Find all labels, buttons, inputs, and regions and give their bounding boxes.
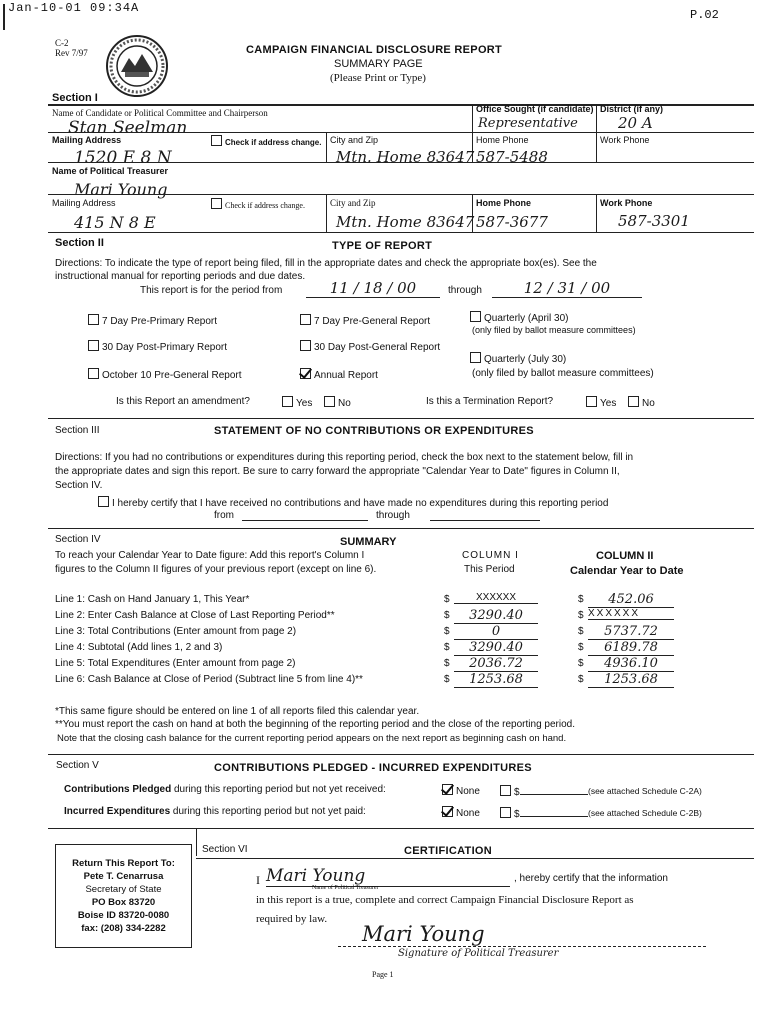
section2-bottom-rule xyxy=(48,418,754,419)
form-instruction: (Please Print or Type) xyxy=(330,72,426,84)
opt-q-april-box[interactable] xyxy=(470,311,481,322)
cand-address-change-label: Check if address change. xyxy=(225,138,322,147)
termination-yes[interactable] xyxy=(586,396,616,409)
termination-yes-label: Yes xyxy=(600,398,617,409)
summary-line-1-col2-dollar: $ xyxy=(578,594,584,605)
termination-no-box[interactable] xyxy=(628,396,639,407)
form-rev: Rev 7/97 xyxy=(55,48,88,58)
opt-oct10-box[interactable] xyxy=(88,368,99,379)
section3-line2: the appropriate dates and sign this report. Be sure to carry forward the appropriate "Calendar Year to Date" figures in Column II, xyxy=(55,466,620,477)
form-code: C-2 xyxy=(55,38,69,48)
pledged-none-label: None xyxy=(456,786,480,797)
cand-address-change-check[interactable] xyxy=(211,135,321,147)
treas-address-change-box[interactable] xyxy=(211,198,222,209)
section3-bottom-rule xyxy=(48,528,754,529)
return-office: Secretary of State xyxy=(85,884,162,895)
return-po: PO Box 83720 xyxy=(91,897,156,908)
note-3: Note that the closing cash balance for the current reporting period appears on the next report as beginning cash on hand. xyxy=(57,733,567,744)
section3-title: STATEMENT OF NO CONTRIBUTIONS OR EXPENDITURES xyxy=(214,425,534,437)
mailing-label: Mailing Address xyxy=(52,135,122,145)
note-1: *This same figure should be entered on line 1 of all reports filed this calendar year. xyxy=(55,706,420,717)
summary-line-1-col1[interactable]: XXXXXX xyxy=(454,592,538,604)
incurred-none-label: None xyxy=(456,808,480,819)
city-vline xyxy=(326,132,327,162)
incurred-row xyxy=(64,806,366,817)
return-title: Return This Report To: xyxy=(72,858,175,869)
opt-7-pre-primary-label: 7 Day Pre-Primary Report xyxy=(102,316,218,327)
cand-phone[interactable]: 587-5488 xyxy=(476,148,548,166)
summary-line-2-label: Line 2: Enter Cash Balance at Close of Last Reporting Period** xyxy=(55,610,335,621)
summary-line-6-col1-dollar: $ xyxy=(444,674,450,685)
incurred-amount-field[interactable] xyxy=(520,806,588,817)
cand-city-label: City and Zip xyxy=(330,135,379,145)
pledged-dollar: $ xyxy=(514,787,520,798)
summary-line-3-col1-dollar: $ xyxy=(444,626,450,637)
period-through-label: through xyxy=(448,285,482,296)
return-city: Boise ID 83720-0080 xyxy=(77,910,170,921)
section3-from-field[interactable] xyxy=(242,520,368,521)
section6-rule xyxy=(196,858,754,859)
fax-margin-mark xyxy=(3,4,5,30)
cert-name-field[interactable]: Mari Young xyxy=(266,866,510,887)
section6-divider xyxy=(196,828,197,856)
opt-q-july-box[interactable] xyxy=(470,352,481,363)
candidate-label: Name of Candidate or Political Committee and Chairperson xyxy=(52,108,268,118)
opt-q-april-label: Quarterly (April 30) xyxy=(484,313,569,324)
section3-label: Section III xyxy=(55,425,100,436)
summary-line-1-label: Line 1: Cash on Hand January 1, This Year* xyxy=(55,594,250,605)
opt-30-post-primary-box[interactable] xyxy=(88,340,99,351)
summary-line-2-col1-dollar: $ xyxy=(444,610,450,621)
pledged-none-box[interactable] xyxy=(442,784,453,795)
cand-address-change-box[interactable] xyxy=(211,135,222,146)
opt-7-pre-general-box[interactable] xyxy=(300,314,311,325)
col1-title: COLUMN I xyxy=(462,550,519,561)
section6-title: CERTIFICATION xyxy=(404,845,493,857)
cand-work-phone-label: Work Phone xyxy=(600,135,650,145)
opt-q-april[interactable] xyxy=(470,311,568,324)
office-value[interactable]: Representative xyxy=(478,116,578,131)
opt-oct10[interactable] xyxy=(88,368,242,381)
summary-line-6-col2[interactable]: 1253.68 xyxy=(588,672,674,688)
section1-vline-b xyxy=(596,104,597,162)
summary-line-3-label: Line 3: Total Contributions (Enter amount from page 2) xyxy=(55,626,297,637)
opt-q-april-note: (only filed by ballot measure committees) xyxy=(472,325,636,335)
opt-7-pre-primary-box[interactable] xyxy=(88,314,99,325)
summary-line-5-label: Line 5: Total Expenditures (Enter amount from page 2) xyxy=(55,658,296,669)
opt-7-pre-general-label: 7 Day Pre-General Report xyxy=(314,316,431,327)
section4-label: Section IV xyxy=(55,534,101,545)
opt-30-post-general-label: 30 Day Post-General Report xyxy=(314,342,441,353)
section3-line1: Directions: If you had no contributions or expenditures during this reporting period, check the box next to the statement below, fill in xyxy=(55,452,634,463)
summary-line-5-col1-dollar: $ xyxy=(444,658,450,669)
summary-line-4-col1-dollar: $ xyxy=(444,642,450,653)
termination-no-label: No xyxy=(642,398,655,409)
pledged-row xyxy=(64,784,386,795)
col2-subtitle: Calendar Year to Date xyxy=(570,565,684,577)
cert-text-2: in this report is a true, complete and correct Campaign Financial Disclosure Report as xyxy=(256,894,634,906)
cert-text-1: , hereby certify that the information xyxy=(514,873,668,884)
treas-home-phone[interactable]: 587-3677 xyxy=(476,213,548,231)
col1-subtitle: This Period xyxy=(464,564,515,575)
treas-mailing-label: Mailing Address xyxy=(52,198,116,208)
fax-header-left: Jan-10-01 09:34A xyxy=(8,1,140,15)
cand-home-phone-label: Home Phone xyxy=(476,135,529,145)
summary-line-2-col2-dollar: $ xyxy=(578,610,584,621)
summary-line-3-col2-dollar: $ xyxy=(578,626,584,637)
opt-7-pre-general[interactable] xyxy=(300,314,430,327)
summary-line-4-label: Line 4: Subtotal (Add lines 1, 2 and 3) xyxy=(55,642,223,653)
summary-line-5-col2[interactable]: 4936.10 xyxy=(588,656,674,672)
section4-intro-1: To reach your Calendar Year to Date figure: Add this report's Column I xyxy=(55,550,365,561)
row-rule-3 xyxy=(48,194,754,195)
pledged-amount-field[interactable] xyxy=(520,784,588,795)
summary-line-4-col2[interactable]: 6189.78 xyxy=(588,640,674,656)
pledged-label-bold: Contributions Pledged xyxy=(64,784,172,795)
office-label: Office Sought (if candidate) xyxy=(476,104,594,114)
incurred-none-box[interactable] xyxy=(442,806,453,817)
section1-bottom-rule xyxy=(48,232,754,233)
page-number: Page 1 xyxy=(372,970,394,979)
no-activity-box[interactable] xyxy=(98,496,109,507)
state-seal xyxy=(104,34,170,98)
treas-city[interactable]: Mtn. Home 83647 xyxy=(336,213,475,231)
section4-bottom-rule xyxy=(48,754,754,755)
incurred-label-bold: Incurred Expenditures xyxy=(64,806,171,817)
incurred-none[interactable] xyxy=(442,806,480,819)
pledged-amount[interactable] xyxy=(500,784,588,798)
section1-label: Section I xyxy=(52,92,98,104)
cand-address[interactable]: 1520 E 8 N xyxy=(74,148,172,168)
treasurer-label: Name of Political Treasurer xyxy=(52,166,169,176)
note-2: **You must report the cash on hand at both the beginning of the reporting period and the close of the reporting period. xyxy=(55,719,575,730)
opt-q-july-label: Quarterly (July 30) xyxy=(484,354,567,365)
incurred-label-rest: during this reporting period but not yet paid: xyxy=(172,806,366,817)
section4-title: SUMMARY xyxy=(340,536,397,548)
section2-directions-2: instructional manual for reporting periods and due dates. xyxy=(55,271,306,282)
form-title: CAMPAIGN FINANCIAL DISCLOSURE REPORT xyxy=(246,44,503,56)
section2-label: Section II xyxy=(55,237,104,249)
summary-line-6-col1[interactable]: 1253.68 xyxy=(454,672,538,688)
opt-30-post-general[interactable] xyxy=(300,340,440,353)
return-name: Pete T. Cenarrusa xyxy=(83,871,164,882)
fax-header-right: P.02 xyxy=(690,8,719,22)
return-fax: fax: (208) 334-2282 xyxy=(81,923,166,934)
section2-directions-1: Directions: To indicate the type of report being filed, fill in the appropriate dates and check the appropriate box(es). See the xyxy=(55,258,597,269)
incurred-amount[interactable] xyxy=(500,806,588,820)
treas-home-phone-label: Home Phone xyxy=(476,198,532,208)
summary-line-5-col1[interactable]: 2036.72 xyxy=(454,656,538,672)
opt-q-july[interactable] xyxy=(470,352,566,365)
amendment-no-label: No xyxy=(338,398,351,409)
opt-annual-label: Annual Report xyxy=(314,370,378,381)
treasurer-name[interactable]: Mari Young xyxy=(74,180,168,199)
cand-city[interactable]: Mtn. Home 83647 xyxy=(336,148,475,166)
section3-through: through xyxy=(376,510,410,521)
signature-caption: Signature of Political Treasurer xyxy=(398,948,559,959)
signature-value: Mari Young xyxy=(362,922,485,946)
see-schedule-2a: (see attached Schedule C-2A) xyxy=(588,786,702,796)
pledged-amount-box[interactable] xyxy=(500,785,511,796)
treas-city-label: City and Zip xyxy=(330,198,376,208)
amendment-yes-box[interactable] xyxy=(282,396,293,407)
signature-line[interactable] xyxy=(338,946,706,947)
summary-line-4-col1[interactable]: 3290.40 xyxy=(454,640,538,656)
section3-from: from xyxy=(214,510,234,521)
section3-line3: Section IV. xyxy=(55,480,103,491)
see-schedule-2b: (see attached Schedule C-2B) xyxy=(588,808,702,818)
district-label: District (if any) xyxy=(600,104,664,114)
pledged-label-rest: during this reporting period but not yet received: xyxy=(174,784,386,795)
incurred-dollar: $ xyxy=(514,809,520,820)
opt-30-post-general-box[interactable] xyxy=(300,340,311,351)
termination-no[interactable] xyxy=(628,396,655,409)
period-from[interactable]: 11 / 18 / 00 xyxy=(306,279,440,298)
treas-address[interactable]: 415 N 8 E xyxy=(74,213,156,232)
summary-line-2-col2[interactable]: XXXXXX xyxy=(588,608,674,620)
cert-name-caption: Name of Political Treasurer xyxy=(312,885,379,891)
termination-question: Is this a Termination Report? xyxy=(426,396,554,407)
period-prefix: This report is for the period from xyxy=(140,285,283,296)
amendment-question: Is this Report an amendment? xyxy=(116,396,250,407)
cert-i: I xyxy=(256,873,260,887)
treas-work-vline xyxy=(596,194,597,232)
summary-line-3-col1[interactable]: 0 xyxy=(454,624,538,640)
amendment-yes-label: Yes xyxy=(296,398,313,409)
opt-7-pre-primary[interactable] xyxy=(88,314,217,327)
summary-line-1-col2[interactable]: 452.06 xyxy=(588,592,674,608)
treas-work-phone-label: Work Phone xyxy=(600,198,653,208)
candidate-name[interactable]: Stan Seelman xyxy=(68,118,188,138)
opt-annual[interactable] xyxy=(300,368,378,381)
district-value[interactable]: 20 A xyxy=(618,114,653,132)
row-rule-1 xyxy=(48,132,754,133)
summary-line-4-col2-dollar: $ xyxy=(578,642,584,653)
section5-title: CONTRIBUTIONS PLEDGED - INCURRED EXPENDITURES xyxy=(214,762,532,774)
col2-title: COLUMN II xyxy=(596,550,654,562)
amendment-yes[interactable] xyxy=(282,396,312,409)
amendment-no[interactable] xyxy=(324,396,351,409)
section5-bottom-rule xyxy=(48,828,754,829)
section3-through-field[interactable] xyxy=(430,520,540,521)
pledged-none[interactable] xyxy=(442,784,480,797)
incurred-amount-box[interactable] xyxy=(500,807,511,818)
opt-oct10-label: October 10 Pre-General Report xyxy=(102,370,242,381)
no-activity-label: I hereby certify that I have received no contributions and have made no expenditures during this reporting period xyxy=(112,498,609,509)
opt-30-post-primary-label: 30 Day Post-Primary Report xyxy=(102,342,228,353)
amendment-no-box[interactable] xyxy=(324,396,335,407)
opt-30-post-primary[interactable] xyxy=(88,340,227,353)
section2-title: TYPE OF REPORT xyxy=(332,240,433,252)
treas-address-change-label: Check if address change. xyxy=(225,201,305,210)
section5-label: Section V xyxy=(56,760,99,771)
no-activity-certify[interactable] xyxy=(98,496,608,509)
form-subtitle: SUMMARY PAGE xyxy=(334,58,423,70)
section6-label: Section VI xyxy=(202,844,248,855)
opt-q-july-note: (only filed by ballot measure committees) xyxy=(472,368,654,379)
cert-text-3: required by law. xyxy=(256,913,328,925)
row-rule-2 xyxy=(48,162,754,163)
termination-yes-box[interactable] xyxy=(586,396,597,407)
treas-city-vline xyxy=(326,194,327,232)
summary-line-2-col1[interactable]: 3290.40 xyxy=(454,608,538,624)
opt-annual-box[interactable] xyxy=(300,368,311,379)
summary-line-6-label: Line 6: Cash Balance at Close of Period (Subtract line 5 from line 4)** xyxy=(55,674,363,685)
summary-line-6-col2-dollar: $ xyxy=(578,674,584,685)
section4-intro-2: figures to the Column II figures of your previous report (except on line 6). xyxy=(55,564,377,575)
period-to[interactable]: 12 / 31 / 00 xyxy=(492,279,642,298)
summary-line-5-col2-dollar: $ xyxy=(578,658,584,669)
treas-work-phone[interactable]: 587-3301 xyxy=(618,212,690,230)
summary-line-1-col1-dollar: $ xyxy=(444,594,450,605)
summary-line-3-col2[interactable]: 5737.72 xyxy=(588,624,674,640)
treas-address-change-check[interactable] xyxy=(211,198,305,210)
